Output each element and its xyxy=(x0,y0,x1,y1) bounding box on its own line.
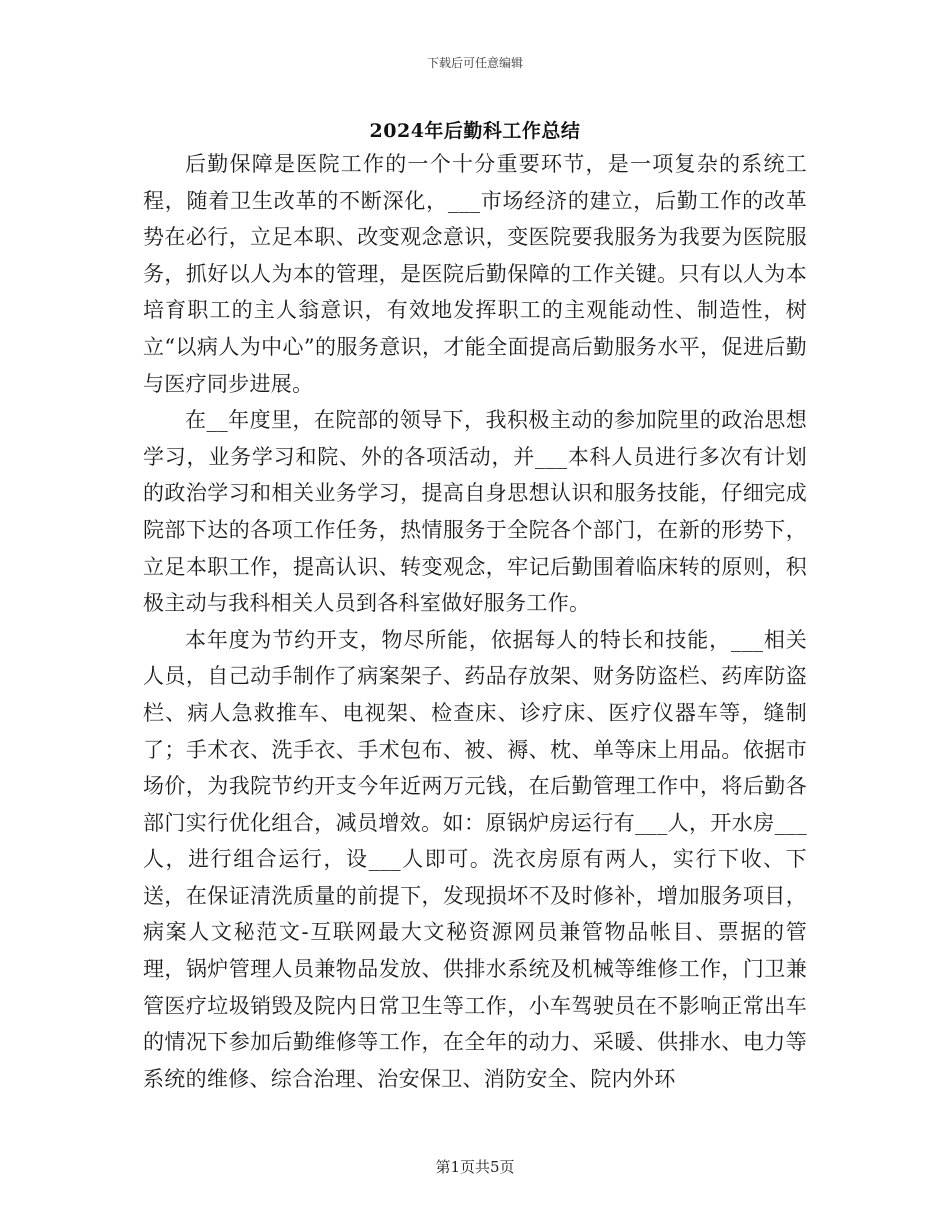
header-note: 下载后可任意编辑 xyxy=(426,56,523,70)
document-title: 2024年后勤科工作总结 xyxy=(369,120,581,142)
document-body xyxy=(143,146,807,1097)
page-number: 第1页共5页 xyxy=(435,1158,515,1176)
paragraph-1: 后勤保障是医院工作的一个十分重要环节，是一项复杂的系统工程，随着卫生改革的不断深化，___市场经济的建立，后勤工作的改革势在必行，立足本职、改变观念意识，变医院要我服务为我要为医院服务，抓好以人为本的管理，是医院后勤保障的工作关键。只有以人为本培育职工的主人翁意识，有效地发挥职工的主观能动性、制造性，树立“以病人为中心”的服务意识，才能全面提高后勤服务水平，促进后勤与医疗同步进展。 xyxy=(143,152,807,396)
paragraph-2: 在__年度里，在院部的领导下，我积极主动的参加院里的政治思想学习，业务学习和院、外的各项活动，并___本科人员进行多次有计划的政治学习和相关业务学习，提高自身思想认识和服务技能，仔细完成院部下达的各项工作任务，热情服务于全院各个部门，在新的形势下，立足本职工作，提高认识、转变观念，牢记后勤围着临床转的原则，积极主动与我科相关人员到各科室做好服务工作。 xyxy=(143,408,807,616)
paragraph-3: 本年度为节约开支，物尽所能，依据每人的特长和技能，___相关人员，自己动手制作了病案架子、药品存放架、财务防盗栏、药库防盗栏、病人急救推车、电视架、检查床、诊疗床、医疗仪器车等，缝制了；手术衣、洗手衣、手术包布、被、褥、枕、单等床上用品。依据市场价，为我院节约开支今年近两万元钱，在后勤管理工作中，将后勤各部门实行优化组合，减员增效。如：原锅炉房运行有___人，开水房___人，进行组合运行，设___人即可。洗衣房原有两人，实行下收、下送，在保证清洗质量的前提下，发现损坏不及时修补，增加服务项目，病案人文秘范文-互联网最大文秘资源网员兼管物品帐目、票据的管理，锅炉管理人员兼物品发放、供排水系统及机械等维修工作，门卫兼管医疗垃圾销毁及院内日常卫生等工作，小车驾驶员在不影响正常出车的情况下参加后勤维修等工作，在全年的动力、采暖、供排水、电力等系统的维修、综合治理、治安保卫、消防安全、院内外环 xyxy=(143,627,807,1091)
